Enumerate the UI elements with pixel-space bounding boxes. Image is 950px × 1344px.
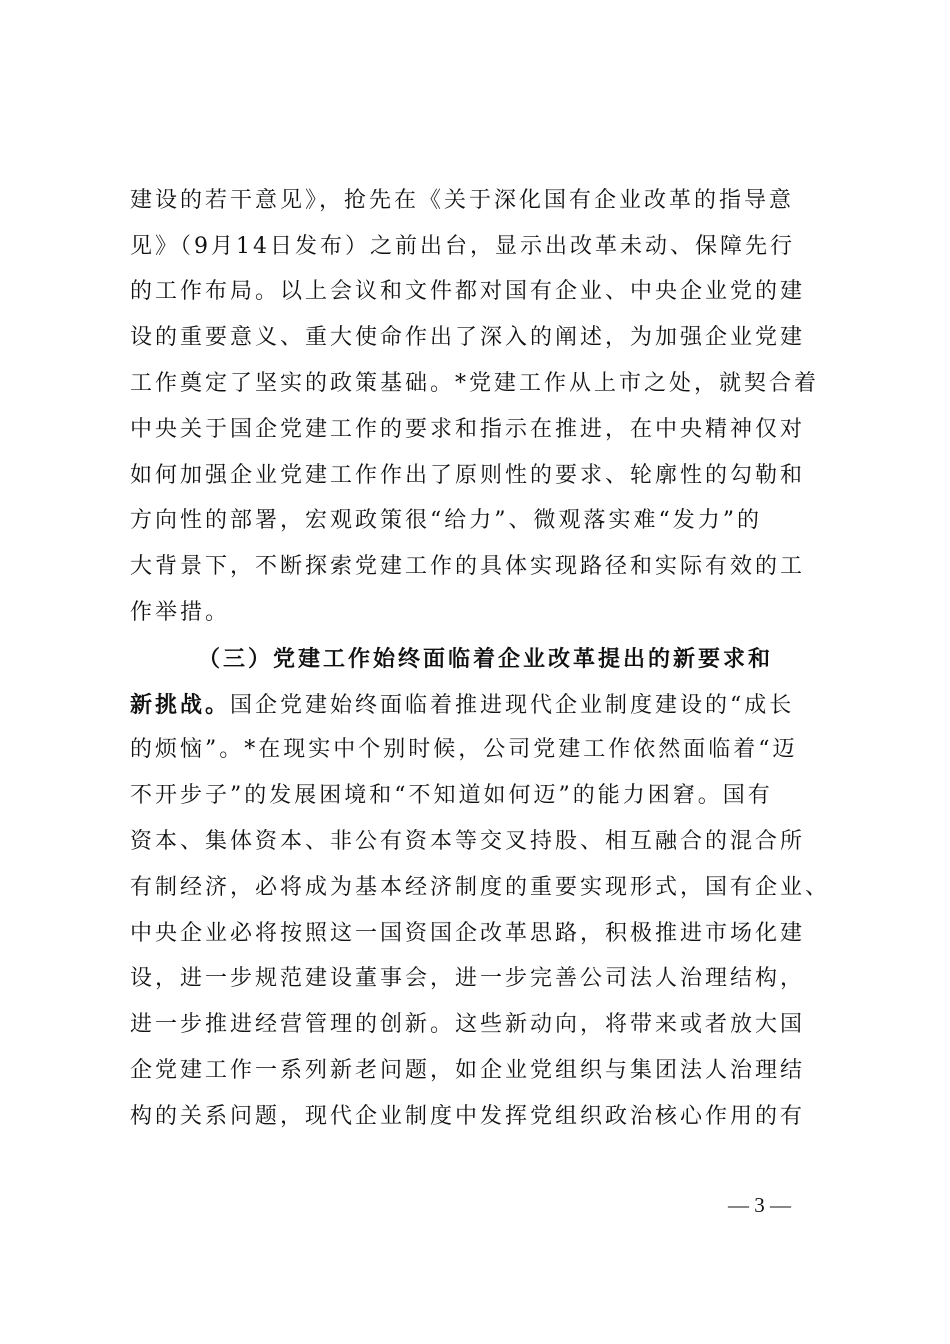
body-text-line: 作举措。 bbox=[130, 600, 231, 625]
body-text-line: 中央关于国企党建工作的要求和指示在推进，在中央精神仅对 bbox=[130, 417, 806, 442]
body-text-line: 工作奠定了坚实的政策基础。*党建工作从上市之处，就契合着 bbox=[130, 371, 820, 396]
body-text-line: 见》（9月14日发布）之前出台，显示出改革未动、保障先行 bbox=[130, 234, 795, 259]
section-heading: （三）党建工作始终面临着企业改革提出的新要求和 bbox=[198, 646, 774, 672]
body-text-line: 方向性的部署，宏观政策很“给力”、微观落实难“发力”的 bbox=[130, 508, 762, 533]
body-text-line: 大背景下，不断探索党建工作的具体实现路径和实际有效的工 bbox=[130, 554, 806, 579]
body-text-line: 资本、集体资本、非公有资本等交叉持股、相互融合的混合所 bbox=[130, 829, 806, 854]
body-text-line: 如何加强企业党建工作作出了原则性的要求、轮廓性的勾勒和 bbox=[130, 463, 806, 488]
body-text-line: 设的重要意义、重大使命作出了深入的阐述，为加强企业党建 bbox=[130, 325, 806, 350]
page-number: — 3 — bbox=[728, 1193, 791, 1217]
body-text-line: 有制经济，必将成为基本经济制度的重要实现形式，国有企业、 bbox=[130, 875, 831, 900]
body-text-line: 进一步推进经营管理的创新。这些新动向，将带来或者放大国 bbox=[130, 1012, 806, 1037]
body-text-line: 建设的若干意见》，抢先在《关于深化国有企业改革的指导意 bbox=[130, 188, 795, 213]
section-heading-end: 新挑战。 bbox=[130, 692, 231, 718]
section-heading-continuation bbox=[130, 690, 850, 721]
body-text-line: 的烦恼”。*在现实中个别时候，公司党建工作依然面临着“迈 bbox=[130, 737, 798, 762]
body-text-line: 的工作布局。以上会议和文件都对国有企业、中央企业党的建 bbox=[130, 279, 806, 304]
body-text-line: 设，进一步规范建设董事会，进一步完善公司法人治理结构， bbox=[130, 966, 806, 991]
body-text-line: 企党建工作一系列新老问题，如企业党组织与集团法人治理结 bbox=[130, 1058, 806, 1083]
body-text-run: 国企党建始终面临着推进现代企业制度建设的“成长 bbox=[230, 693, 795, 718]
body-text-line: 构的关系问题，现代企业制度中发挥党组织政治核心作用的有 bbox=[130, 1104, 806, 1129]
body-text-line: 中央企业必将按照这一国资国企改革思路，积极推进市场化建 bbox=[130, 921, 806, 946]
body-text-line: 不开步子”的发展困境和“不知道如何迈”的能力困窘。国有 bbox=[130, 783, 773, 808]
